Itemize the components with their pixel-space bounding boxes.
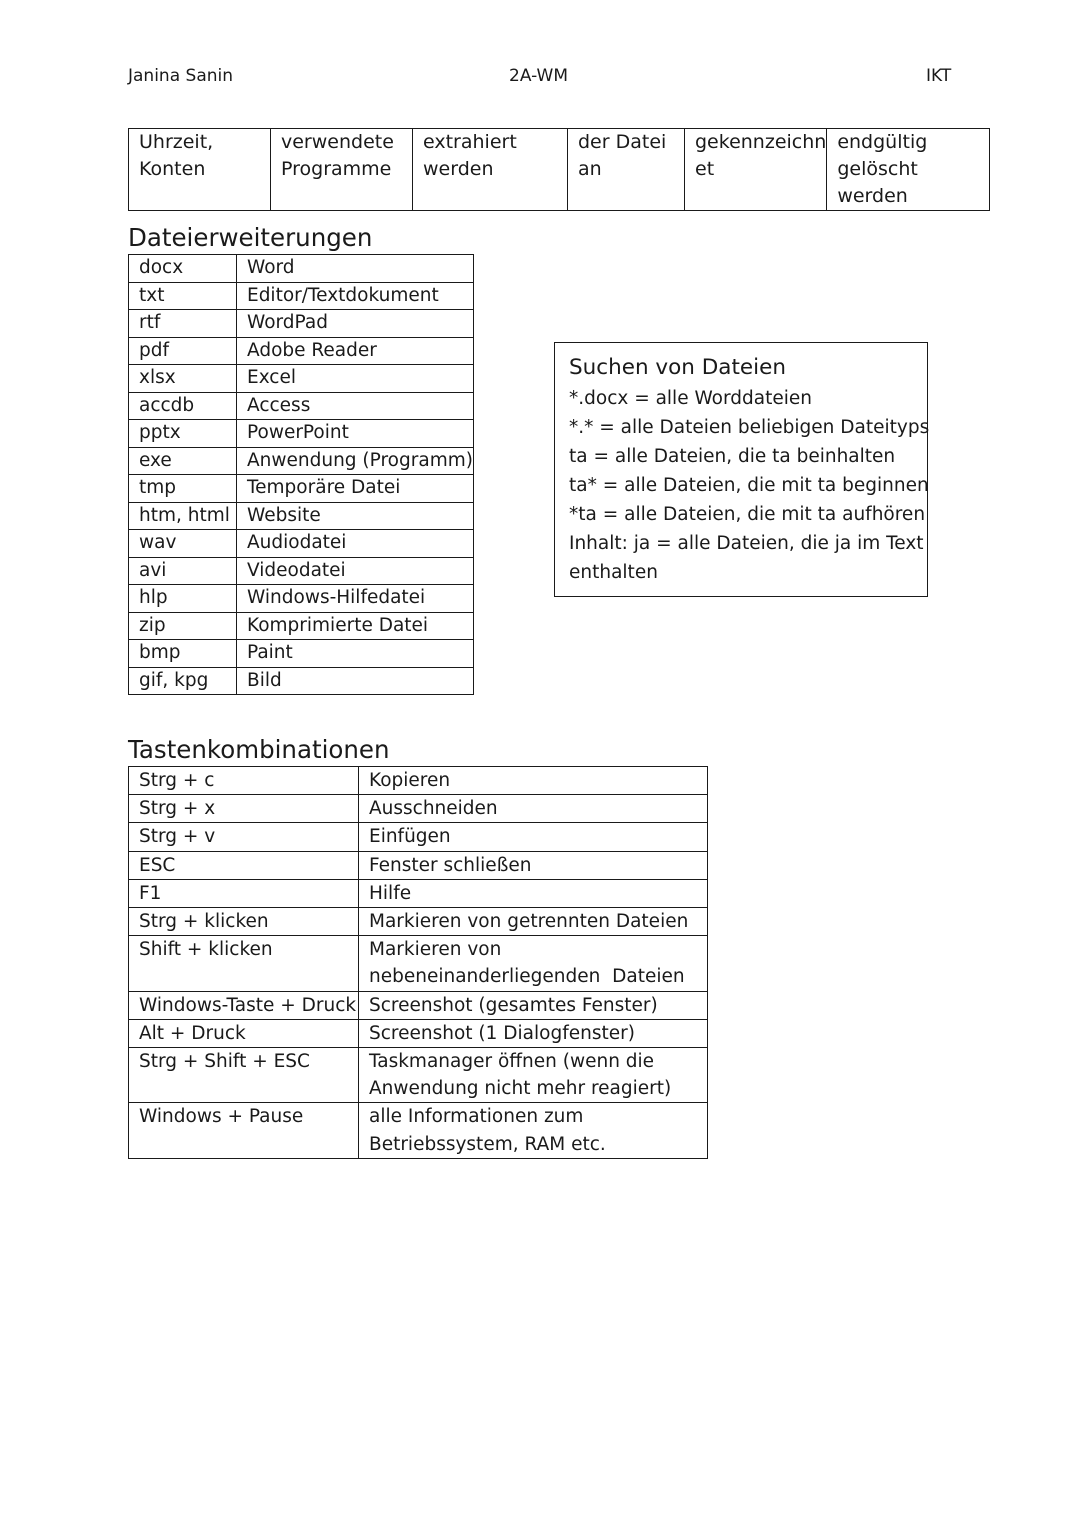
extension-cell: pptx xyxy=(129,420,237,448)
extension-cell: zip xyxy=(129,612,237,640)
table-row xyxy=(129,795,708,823)
extension-cell: docx xyxy=(129,255,237,283)
table-row xyxy=(129,557,474,585)
table-row xyxy=(129,612,474,640)
program-cell: Website xyxy=(237,502,474,530)
table-row xyxy=(129,1019,708,1047)
extension-cell: wav xyxy=(129,530,237,558)
key-cell: Strg + c xyxy=(129,767,359,795)
header-subject: IKT xyxy=(926,66,952,86)
cell-line: werden xyxy=(423,158,494,180)
program-cell: Anwendung (Programm) xyxy=(237,447,474,475)
search-line: ta = alle Dateien, die ta beinhalten xyxy=(569,446,896,467)
shortcuts-table xyxy=(128,766,708,1159)
extension-cell: xlsx xyxy=(129,365,237,393)
cell-line: an xyxy=(578,158,602,180)
program-cell: Audiodatei xyxy=(237,530,474,558)
table-row xyxy=(129,1103,708,1158)
table-row xyxy=(129,823,708,851)
table-row xyxy=(129,991,708,1019)
extension-cell: pdf xyxy=(129,337,237,365)
extension-cell: tmp xyxy=(129,475,237,503)
cell-line: Konten xyxy=(139,158,206,180)
table-cell xyxy=(827,129,990,211)
search-line: Inhalt: ja = alle Dateien, die ja im Text xyxy=(569,533,924,554)
cell-line: gelöscht werden xyxy=(837,158,918,207)
action-cell: Fenster schließen xyxy=(359,851,708,879)
search-line: *.docx = alle Worddateien xyxy=(569,388,812,409)
table-row xyxy=(129,767,708,795)
cell-line: extrahiert xyxy=(423,131,517,153)
table-row xyxy=(129,310,474,338)
extension-cell: gif, kpg xyxy=(129,667,237,695)
extension-cell: bmp xyxy=(129,640,237,668)
action-cell: Ausschneiden xyxy=(359,795,708,823)
action-cell: Hilfe xyxy=(359,879,708,907)
action-line: alle Informationen zum xyxy=(369,1106,584,1128)
table-row xyxy=(129,585,474,613)
cell-line: Uhrzeit, xyxy=(139,131,214,153)
search-line: *ta = alle Dateien, die mit ta aufhören xyxy=(569,504,926,525)
extension-cell: hlp xyxy=(129,585,237,613)
program-cell: PowerPoint xyxy=(237,420,474,448)
cell-line: endgültig xyxy=(837,131,928,153)
table-row xyxy=(129,475,474,503)
table-row xyxy=(129,282,474,310)
table-row xyxy=(129,255,474,283)
table-row xyxy=(129,502,474,530)
action-line: Betriebssystem, RAM etc. xyxy=(369,1133,606,1155)
table-row xyxy=(129,851,708,879)
program-cell: Excel xyxy=(237,365,474,393)
table-cell xyxy=(685,129,827,211)
table-row xyxy=(129,365,474,393)
cell-line: der Datei xyxy=(578,131,667,153)
action-line: Anwendung nicht mehr reagiert) xyxy=(369,1078,672,1100)
key-cell: Shift + klicken xyxy=(129,936,359,991)
extension-cell: accdb xyxy=(129,392,237,420)
key-cell: ESC xyxy=(129,851,359,879)
program-cell: Windows-Hilfedatei xyxy=(237,585,474,613)
extension-cell: exe xyxy=(129,447,237,475)
extensions-table xyxy=(128,254,474,695)
action-line: Markieren von xyxy=(369,939,502,961)
key-cell: Alt + Druck xyxy=(129,1019,359,1047)
extension-cell: rtf xyxy=(129,310,237,338)
search-title: Suchen von Dateien xyxy=(569,355,786,380)
table-cell xyxy=(568,129,685,211)
shortcuts-title: Tastenkombinationen xyxy=(128,735,390,764)
table-row xyxy=(129,936,708,991)
header-author: Janina Sanin xyxy=(128,66,234,86)
cell-line: et xyxy=(695,158,715,180)
header-class: 2A-WM xyxy=(509,66,568,86)
table-cell xyxy=(129,129,271,211)
key-cell: Strg + v xyxy=(129,823,359,851)
action-cell: Markieren von getrennten Dateien xyxy=(359,908,708,936)
table-row xyxy=(129,640,474,668)
table-cell xyxy=(413,129,568,211)
cell-line: gekennzeichn xyxy=(695,131,827,153)
program-cell: Paint xyxy=(237,640,474,668)
key-cell: F1 xyxy=(129,879,359,907)
program-cell: Bild xyxy=(237,667,474,695)
action-line: nebeneinanderliegenden Dateien xyxy=(369,966,685,988)
table-row xyxy=(129,530,474,558)
program-cell: Komprimierte Datei xyxy=(237,612,474,640)
table-row xyxy=(129,447,474,475)
action-cell: Kopieren xyxy=(359,767,708,795)
program-cell: Adobe Reader xyxy=(237,337,474,365)
cell-line: Programme xyxy=(281,158,392,180)
action-cell xyxy=(359,1103,708,1158)
program-cell: Temporäre Datei xyxy=(237,475,474,503)
table-row xyxy=(129,420,474,448)
table-row xyxy=(129,392,474,420)
extension-cell: htm, html xyxy=(129,502,237,530)
program-cell: Word xyxy=(237,255,474,283)
program-cell: Access xyxy=(237,392,474,420)
search-info-box xyxy=(554,342,928,597)
key-cell: Strg + x xyxy=(129,795,359,823)
table-row xyxy=(129,129,990,211)
extensions-title: Dateierweiterungen xyxy=(128,223,373,252)
table-row xyxy=(129,667,474,695)
key-cell: Windows-Taste + Druck xyxy=(129,991,359,1019)
table-row xyxy=(129,879,708,907)
program-cell: Editor/Textdokument xyxy=(237,282,474,310)
table-row xyxy=(129,337,474,365)
search-line: *.* = alle Dateien beliebigen Dateityps xyxy=(569,417,930,438)
action-cell: Screenshot (gesamtes Fenster) xyxy=(359,991,708,1019)
cell-line: verwendete xyxy=(281,131,394,153)
action-cell: Einfügen xyxy=(359,823,708,851)
key-cell: Strg + klicken xyxy=(129,908,359,936)
search-line: ta* = alle Dateien, die mit ta beginnen xyxy=(569,475,929,496)
program-cell: Videodatei xyxy=(237,557,474,585)
extension-cell: txt xyxy=(129,282,237,310)
top-fragment-table xyxy=(128,128,990,211)
action-line: Taskmanager öffnen (wenn die xyxy=(369,1051,655,1073)
action-cell xyxy=(359,1048,708,1103)
search-line: enthalten xyxy=(569,562,658,583)
table-row xyxy=(129,1048,708,1103)
table-cell xyxy=(271,129,413,211)
extension-cell: avi xyxy=(129,557,237,585)
action-cell xyxy=(359,936,708,991)
key-cell: Windows + Pause xyxy=(129,1103,359,1158)
program-cell: WordPad xyxy=(237,310,474,338)
key-cell: Strg + Shift + ESC xyxy=(129,1048,359,1103)
action-cell: Screenshot (1 Dialogfenster) xyxy=(359,1019,708,1047)
table-row xyxy=(129,908,708,936)
